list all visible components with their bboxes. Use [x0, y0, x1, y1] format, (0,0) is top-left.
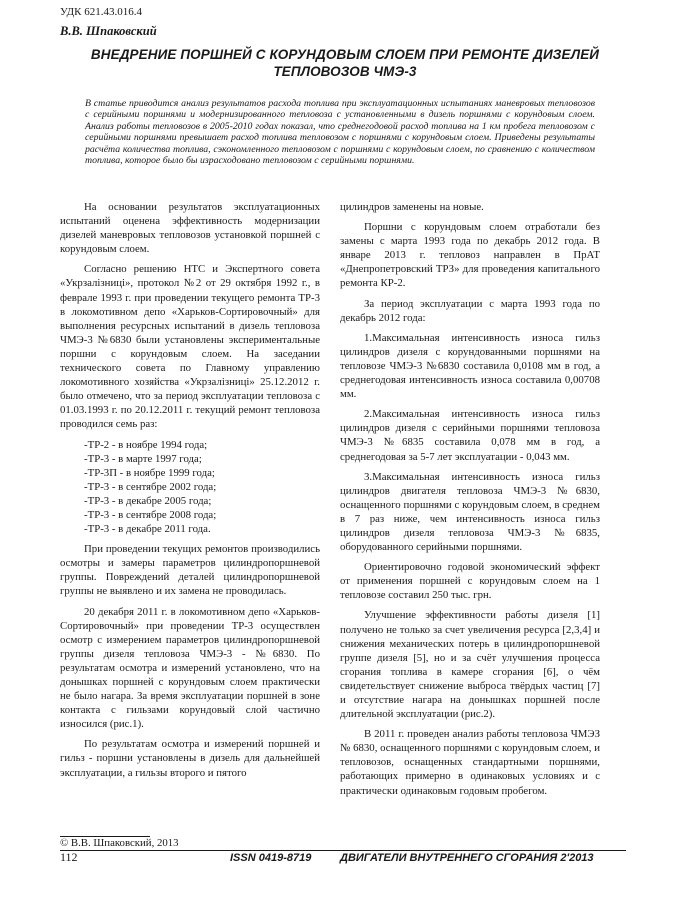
paragraph: 1.Максимальная интенсивность износа гильз цилиндров дизеля с корундованными поршнями на тепловозе ЧМЭ-3 №6830 составила 0,0108 мм в год, а среднегодовая интенсивность износа составила 0,00708 мм.	[340, 331, 600, 401]
paragraph: Ориентировочно годовой экономический эффект от применения поршней с корундовым слоем на 1 тепловозе составил 250 тыс. грн.	[340, 561, 600, 602]
paragraph: 2.Максимальная интенсивность износа гильз цилиндров дизеля с серийными поршнями тепловоза ЧМЭ-3 №6835 составила 0,078 мм в год, а среднегодовая за 5-7 лет эксплуатации - 0,043 мм.	[340, 408, 600, 463]
journal-title: ДВИГАТЕЛИ ВНУТРЕННЕГО СГОРАНИЯ 2'2013	[340, 852, 594, 864]
paragraph: При проведении текущих ремонтов производились осмотры и замеры параметров цилиндропоршневой группы. Повреждений деталей цилиндропоршневой группы не выявлено и их замена не проводилась.	[60, 543, 320, 598]
paragraph: Согласно решению НТС и Экспертного совета «Укрзалізниці», протокол №2 от 29 октября 1992 г., в феврале 1993 г. при проведении текущего ремонта ТР-3 в локомотивном депо «Харьков-Сортировочный» для выполнения ресурсных испытаний в дизель тепловоза ЧМЭ-3 №6830 были установлены экспериментальные поршни с корундовым слоем. На заседании технического совета по Главному управлению локомотивного хозяйства «Укрзалізниці» 25.12.2012 г. было отмечено, что за период эксплуатации тепловоза с 01.03.1993 г. по 20.12.2011 г. текущий ремонт тепловоза проводился семь раз:	[60, 263, 320, 431]
copyright-notice: © В.В. Шпаковский, 2013	[60, 837, 179, 849]
paragraph: Улучшение эффективности работы дизеля [1] получено не только за счет увеличения ресурса [2,3,4] и снижения механических потерь в цилиндропоршневой группе дизеля [5], но и за счёт улучшения процесса сгорания топлива в камере сгорания [6], о чём свидетельствует снижение выброса твёрдых частиц [7] и отсутствие нагара на донышках поршней после длительной эксплуатации (рис.2).	[340, 609, 600, 721]
list-item: -ТР-3П - в ноябре 1999 года;	[84, 466, 215, 479]
list-item: -ТР-3 - в декабре 2011 года.	[84, 523, 211, 536]
paragraph: 3.Максимальная интенсивность износа гильз цилиндров двигателя тепловоза ЧМЭ-3 №6830, оснащенного поршнями с корундовым слоем, в среднем в 7 раз ниже, чем интенсивность износа гильз цилиндров дизеля тепловоза ЧМЭ-3 №6835, оборудованного серийными поршнями.	[340, 470, 600, 554]
list-item: -ТР-2 - в ноябре 1994 года;	[84, 438, 208, 451]
paragraph: цилиндров заменены на новые.	[340, 201, 484, 213]
abstract: В статье приводится анализ результатов расхода топлива при эксплуатационных испытаниях маневровых тепловозов с серийными поршнями и модернизированного тепловоза с установленными в дизель поршнями с корундовым слоем. Анализ работы тепловозов в 2005-2010 годах показал, что среднегодовой расход топлива на 1 км пробега тепловозом с серийными поршнями превышает расход топлива тепловозом с поршнями с корундовым слоем. Приведены результаты расчёта количества топлива, сэкономленного тепловозом с поршнями с корундовым слоем, по сравнению с количеством топлива, которое было бы израсходовано тепловозом с серийными поршнями.	[85, 98, 595, 167]
udk-code: УДК 621.43.016.4	[60, 6, 143, 18]
footer-divider	[60, 850, 626, 851]
left-column	[60, 200, 320, 786]
list-item: -ТР-3 - в сентябре 2008 года;	[84, 508, 217, 521]
issn: ISSN 0419-8719	[230, 852, 312, 864]
paragraph: На основании результатов эксплуатационных испытаний оценена эффективность модернизации дизелей маневровых тепловозов установкой поршней с корундовым слоем.	[60, 201, 320, 256]
repair-list	[60, 438, 320, 537]
paragraph: Поршни с корундовым слоем отработали без замены с марта 1993 года по декабрь 2012 года. В январе 2013 г. тепловоз направлен в ПрАТ «Днепропетровский ТРЗ» для проведения капитального ремонта КР-2.	[340, 221, 600, 290]
right-column	[340, 200, 600, 804]
list-item: -ТР-3 - в сентябре 2002 года;	[84, 480, 217, 493]
list-item: -ТР-3 - в декабре 2005 года;	[84, 494, 212, 507]
paragraph: В 2011 г. проведен анализ работы тепловоза ЧМЭЗ № 6830, оснащенного поршнями с корундовым слоем, и тепловозов, оснащенных стандартными поршнями, работающих примерно в одинаковых условиях и с практически одинаковым годовым пробегом.	[340, 728, 600, 797]
author-name: В.В. Шпаковский	[60, 24, 157, 38]
list-item: -ТР-3 - в марте 1997 года;	[84, 452, 202, 465]
article-title: ВНЕДРЕНИЕ ПОРШНЕЙ С КОРУНДОВЫМ СЛОЕМ ПРИ РЕМОНТЕ ДИЗЕЛЕЙ ТЕПЛОВОЗОВ ЧМЭ-3	[90, 47, 600, 79]
paragraph: По результатам осмотра и измерений поршней и гильз - поршни установлены в дизель для дальнейшей эксплуатации, а гильзы второго и пятого	[60, 738, 320, 779]
paragraph: 20 декабря 2011 г. в локомотивном депо «Харьков-Сортировочный» при проведении ТР-3 осуществлен осмотр с измерением параметров цилиндропоршневой группы дизеля тепловоза ЧМЭ-3 - №6830. По результатам осмотра и измерений установлено, что на донышках поршней с корундовым слоем практически не было нагара. За время эксплуатации поршней в зоне контакта с гильзами корундовый слой частично износился (рис.1).	[60, 605, 320, 731]
paragraph: За период эксплуатации с марта 1993 года по декабрь 2012 года:	[340, 297, 600, 324]
page-number: 112	[60, 850, 78, 864]
